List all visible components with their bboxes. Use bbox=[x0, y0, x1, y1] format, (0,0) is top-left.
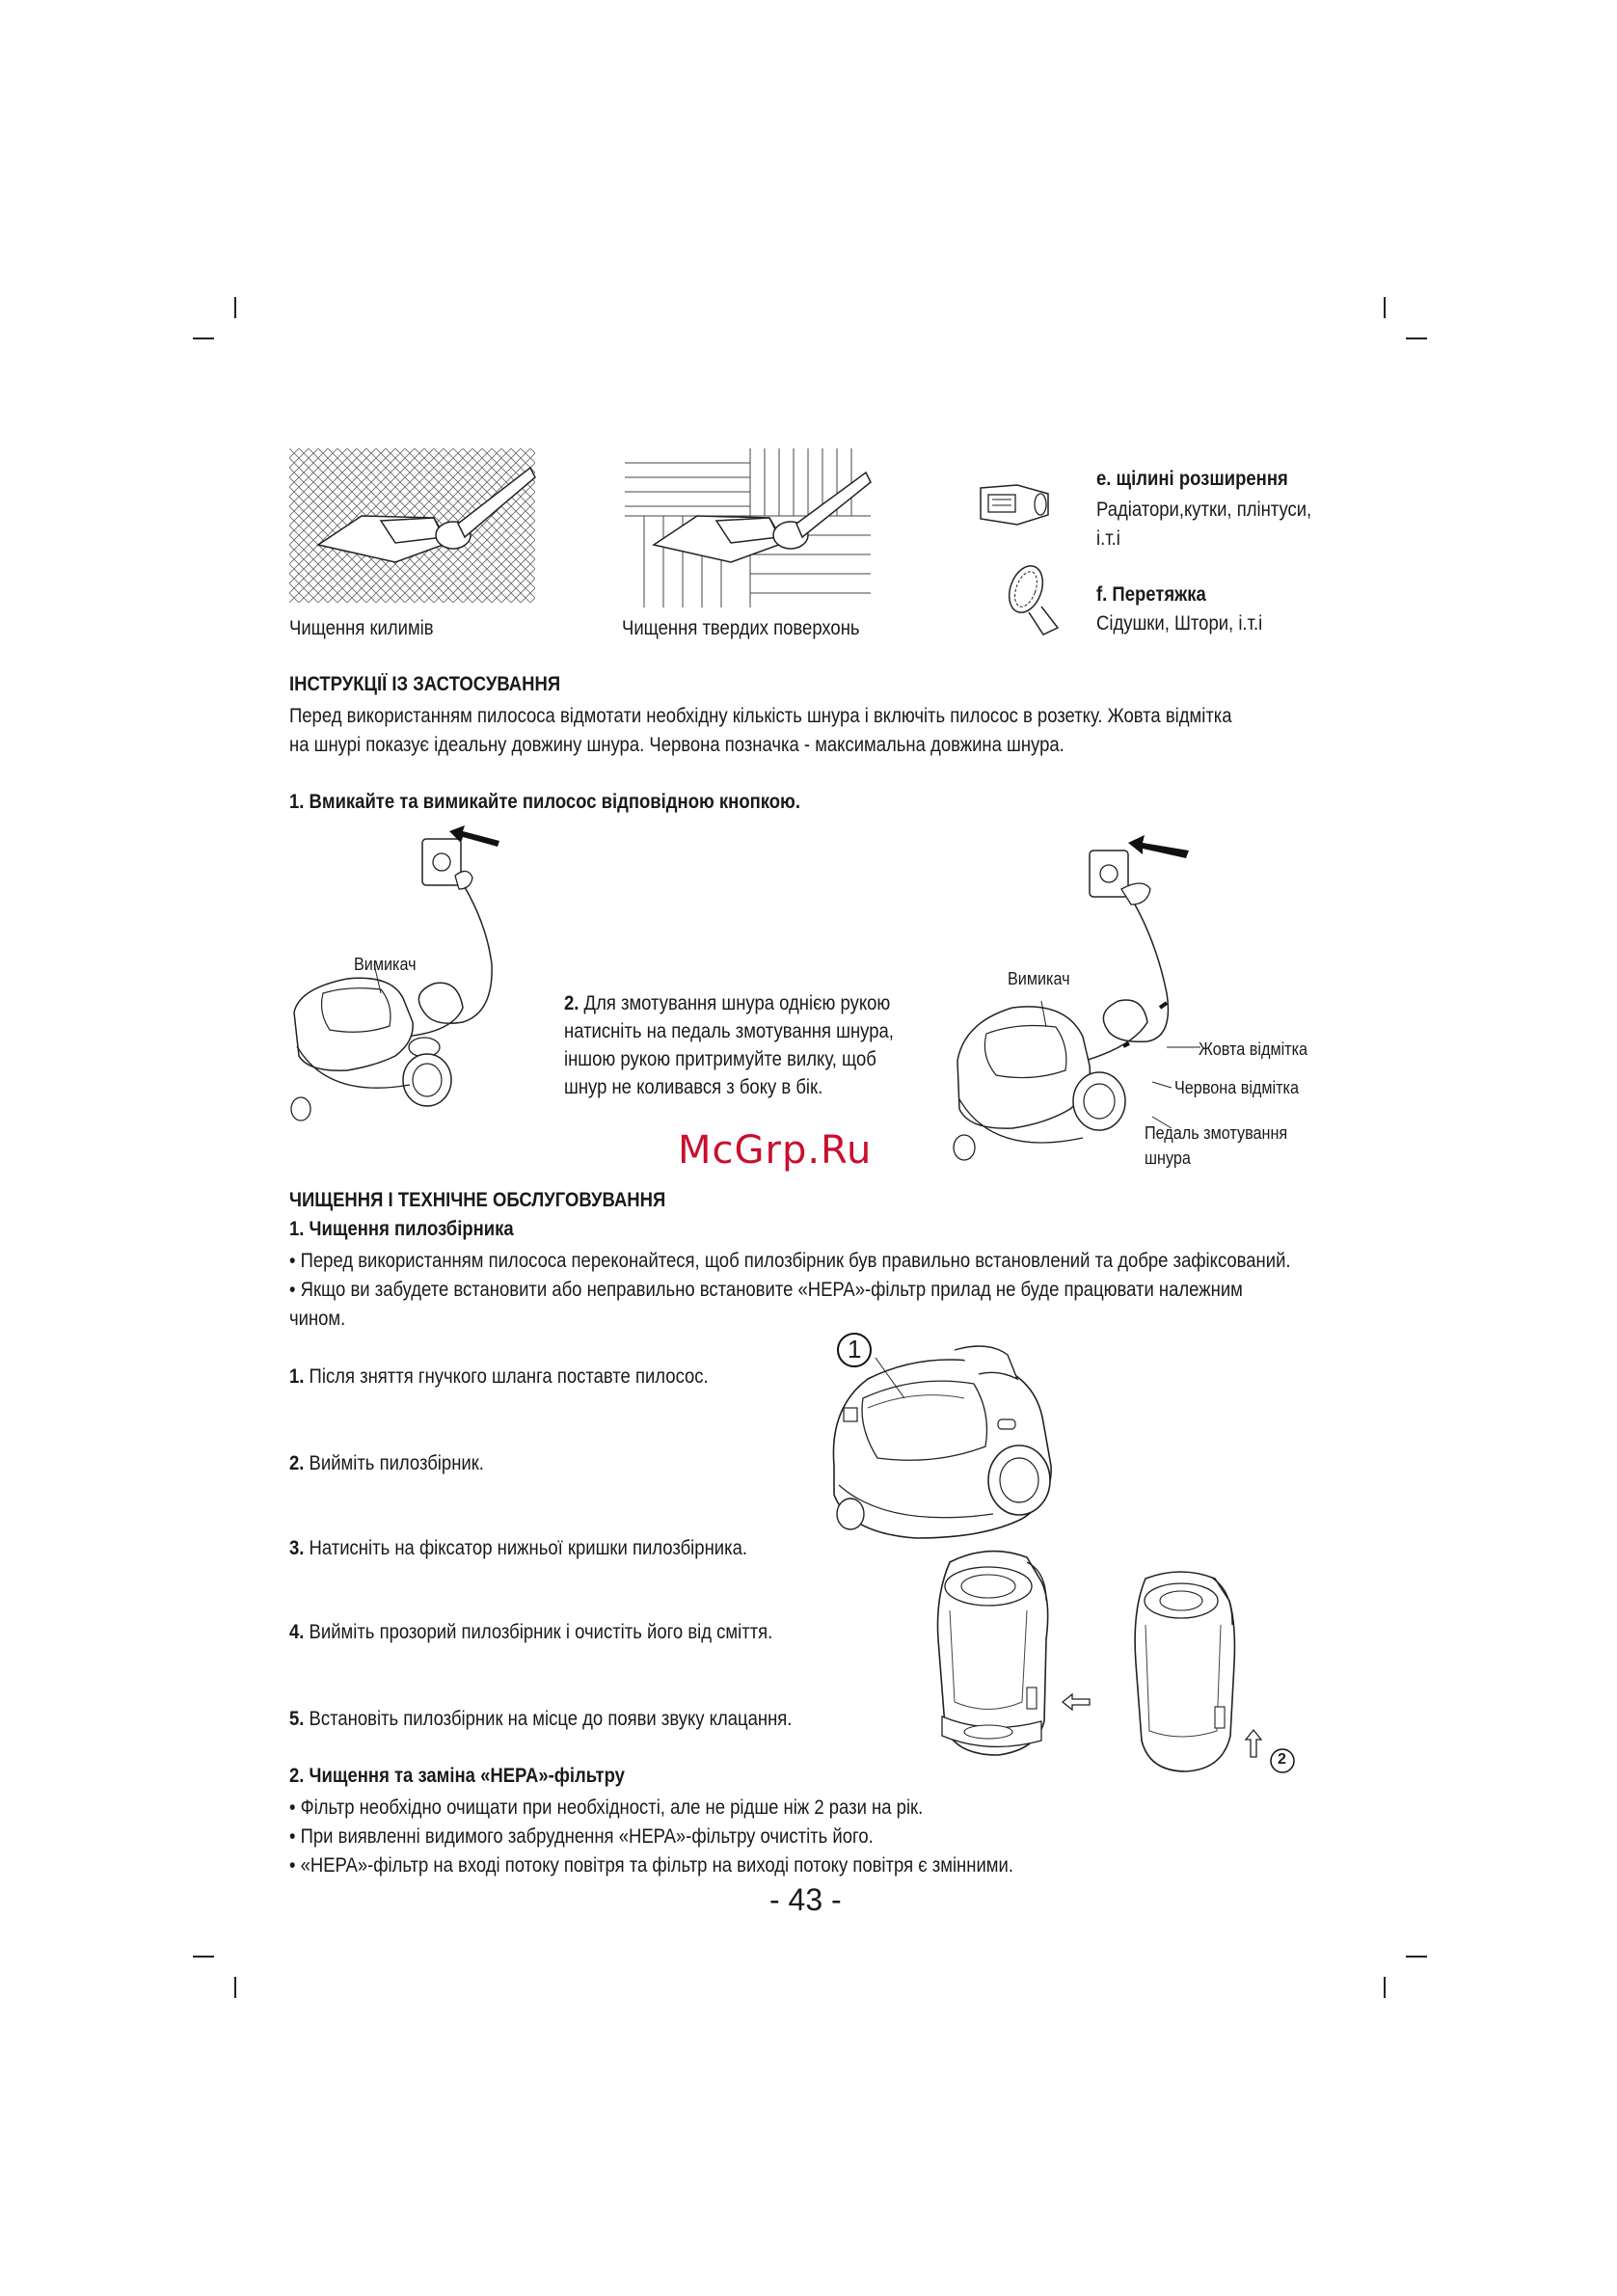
dust-container-figure-a bbox=[930, 1543, 1061, 1760]
vacuum-plug-figure-left bbox=[289, 820, 550, 1128]
carpet-cleaning-figure bbox=[289, 448, 535, 603]
arrow-left-icon bbox=[1061, 1692, 1091, 1712]
step2-line4: шнур не коливався з боку в бік. bbox=[564, 1076, 823, 1098]
carpet-caption: Чищення килимів bbox=[289, 617, 434, 639]
crevice-line1: Радіатори,кутки, плінтуси, bbox=[1096, 499, 1312, 521]
crevice-tool-icon bbox=[979, 480, 1051, 528]
maintenance-heading: ЧИЩЕННЯ І ТЕХНІЧНЕ ОБСЛУГОВУВАННЯ bbox=[289, 1189, 666, 1211]
step-num: 2. bbox=[289, 1452, 305, 1474]
crop-mark bbox=[193, 1956, 214, 1958]
switch-label-right: Вимикач bbox=[1008, 969, 1070, 988]
crop-mark bbox=[1384, 297, 1386, 318]
crevice-title-letter: е. bbox=[1096, 468, 1112, 490]
upholstery-title: f. Перетяжка bbox=[1096, 583, 1206, 606]
crop-mark bbox=[1406, 338, 1427, 339]
crevice-line2: і.т.і bbox=[1096, 527, 1120, 550]
maintenance-bullet2-line1: • Якщо ви забудете встановити або неправильно встановите «HEPA»-фільтр прилад не буде працювати належним bbox=[289, 1279, 1243, 1301]
step-num: 1. bbox=[289, 1365, 305, 1388]
crevice-title bbox=[1096, 468, 1288, 491]
hepa-bullet3: • «HEPA»-фільтр на вході потоку повітря та фільтр на виході потоку повітря є змінними. bbox=[289, 1854, 1013, 1877]
dust-container-figure-b bbox=[1128, 1567, 1239, 1779]
yellow-mark-label: Жовта відмітка bbox=[1199, 1040, 1308, 1059]
hard-floor-caption: Чищення твердих поверхонь bbox=[622, 617, 860, 639]
crop-mark bbox=[193, 338, 214, 339]
crop-mark bbox=[1384, 1977, 1386, 1998]
page-number: - 43 - bbox=[769, 1882, 842, 1917]
step-text: Після зняття гнучкого шланга поставте пилосос. bbox=[309, 1365, 709, 1388]
maintenance-step-3 bbox=[289, 1534, 747, 1563]
step-text: Вийміть пилозбірник. bbox=[309, 1452, 484, 1474]
crop-mark bbox=[234, 297, 236, 318]
step2-text1: Для змотування шнура однією рукою bbox=[583, 992, 891, 1014]
step-num: 5. bbox=[289, 1708, 305, 1730]
maintenance-step-2 bbox=[289, 1449, 484, 1478]
step2-line2: натисніть на педаль змотування шнура, bbox=[564, 1020, 894, 1042]
hepa-bullet2: • При виявленні видимого забруднення «HEPA»-фільтру очистіть його. bbox=[289, 1825, 874, 1848]
step-num: 3. bbox=[289, 1537, 305, 1559]
maintenance-step-1 bbox=[289, 1363, 709, 1391]
maintenance-sub2: 2. Чищення та заміна «HEPA»-фільтру bbox=[289, 1765, 625, 1787]
watermark: McGrp.Ru bbox=[678, 1128, 873, 1173]
instructions-para-line2: на шнурі показує ідеальну довжину шнура. Червона позначка - максимальна довжина шнура. bbox=[289, 734, 1065, 756]
hard-floor-figure bbox=[625, 448, 871, 608]
arrow-up-icon bbox=[1244, 1728, 1263, 1759]
step2-line1 bbox=[564, 989, 890, 1018]
instructions-para-line1: Перед використанням пилососа відмотати необхідну кількість шнура і включіть пилосос в розетку. Жовта відмітка bbox=[289, 705, 1232, 727]
maintenance-step-5 bbox=[289, 1705, 792, 1734]
badge-two: 2 bbox=[1278, 1751, 1286, 1768]
badge-one: 1 bbox=[848, 1335, 862, 1364]
instructions-step1: 1. Вмикайте та вимикайте пилосос відповідною кнопкою. bbox=[289, 791, 800, 813]
step2-num: 2. bbox=[564, 992, 579, 1014]
red-mark-label: Червона відмітка bbox=[1174, 1078, 1299, 1097]
upholstery-tool-icon bbox=[1005, 562, 1063, 639]
pedal-label-line1: Педаль змотування bbox=[1145, 1123, 1288, 1143]
maintenance-step-4 bbox=[289, 1618, 772, 1647]
crevice-title-text: щілині розширення bbox=[1116, 468, 1288, 490]
maintenance-sub1: 1. Чищення пилозбірника bbox=[289, 1218, 514, 1240]
upholstery-line1: Сідушки, Штори, і.т.і bbox=[1096, 612, 1263, 635]
maintenance-bullet2-line2: чином. bbox=[289, 1308, 346, 1330]
crop-mark bbox=[1406, 1956, 1427, 1958]
pedal-label-line2: шнура bbox=[1145, 1148, 1191, 1168]
crop-mark bbox=[234, 1977, 236, 1998]
hepa-bullet1: • Фільтр необхідно очищати при необхідності, але не рідше ніж 2 рази на рік. bbox=[289, 1796, 924, 1819]
instructions-heading: ІНСТРУКЦІЇ ІЗ ЗАСТОСУВАННЯ bbox=[289, 673, 561, 695]
step-text: Вийміть прозорий пилозбірник і очистіть його від сміття. bbox=[309, 1621, 773, 1643]
maintenance-bullet1: • Перед використанням пилососа переконайтеся, щоб пилозбірник був правильно встановлений та добре зафіксований. bbox=[289, 1250, 1291, 1272]
step-text: Натисніть на фіксатор нижньої кришки пилозбірника. bbox=[309, 1537, 748, 1559]
step-num: 4. bbox=[289, 1621, 305, 1643]
step-text: Встановіть пилозбірник на місце до появи звуку клацання. bbox=[309, 1708, 793, 1730]
step2-line3: іншою рукою притримуйте вилку, щоб bbox=[564, 1048, 876, 1070]
switch-label-left: Вимикач bbox=[354, 955, 417, 974]
